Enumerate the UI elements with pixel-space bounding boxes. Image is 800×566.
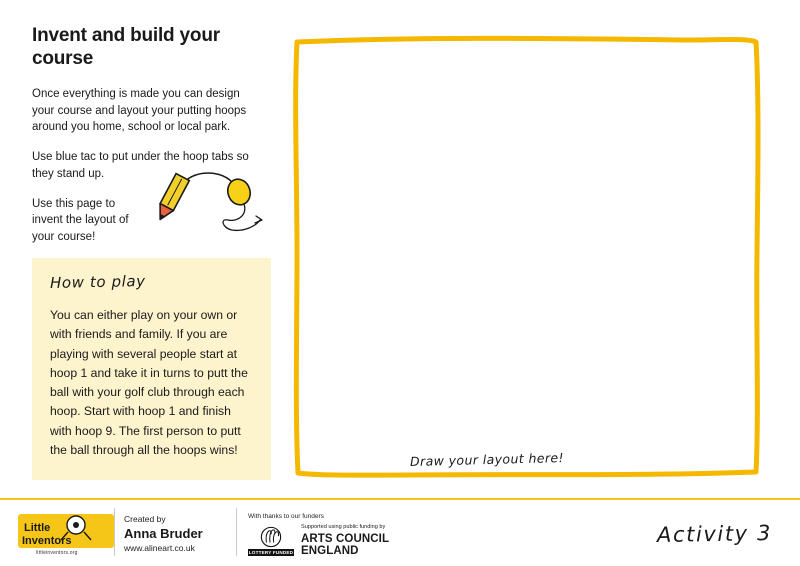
logo-url: littleinventors.org: [36, 550, 78, 556]
lottery-fingers-icon: [248, 526, 294, 548]
ace-line1: ARTS COUNCIL: [301, 532, 390, 545]
arts-council-logo: [301, 525, 389, 557]
hand-drawn-frame-icon: [290, 33, 764, 481]
footer: [0, 500, 800, 566]
lottery-funded-label: LOTTERY FUNDED: [248, 549, 294, 555]
svg-text:Inventors: Inventors: [22, 535, 72, 547]
bluetac-paragraph: Use blue tac to put under the hoop tabs so they stand up.: [32, 151, 249, 180]
creator-name: Anna Bruder: [124, 526, 203, 541]
how-to-play-body: You can either play on your own or with friends and family. If you are playing with several people start at hoop 1 and take it in turns to putt the ball with your golf club through each hoop. Start with hoop 1 and finish with hoop 9. The first person to putt the ball through all the hoops wins!: [50, 308, 248, 457]
funders-label: With thanks to our funders: [248, 513, 324, 520]
lottery-funded-logo: [248, 526, 294, 556]
ace-line2: ENGLAND: [301, 544, 359, 557]
ace-support-text: Supported using public funding by: [301, 524, 386, 530]
drawing-area[interactable]: [290, 33, 764, 481]
footer-divider-2: [236, 508, 237, 556]
page-title: Invent and build your course: [32, 25, 220, 70]
credits-block: [124, 514, 203, 553]
funders-block: [248, 513, 508, 557]
how-to-play-heading: How to play: [49, 271, 146, 292]
how-to-play-box: [32, 258, 271, 480]
pencil-and-ball-doodle: [140, 160, 280, 250]
use-page-paragraph: Use this page to invent the layout of your course!: [32, 197, 129, 243]
activity-number: Activity 3: [656, 520, 773, 548]
little-inventors-logo: [16, 510, 116, 554]
creator-website[interactable]: www.alineart.co.uk: [124, 543, 195, 553]
draw-layout-caption: Draw your layout here!: [409, 449, 565, 470]
svg-text:Little: Little: [24, 522, 51, 534]
footer-divider-1: [114, 508, 115, 556]
intro-paragraph: Once everything is made you can design your course and layout your putting hoops around you home, school or local park.: [32, 88, 247, 133]
created-by-label: Created by: [124, 514, 166, 524]
